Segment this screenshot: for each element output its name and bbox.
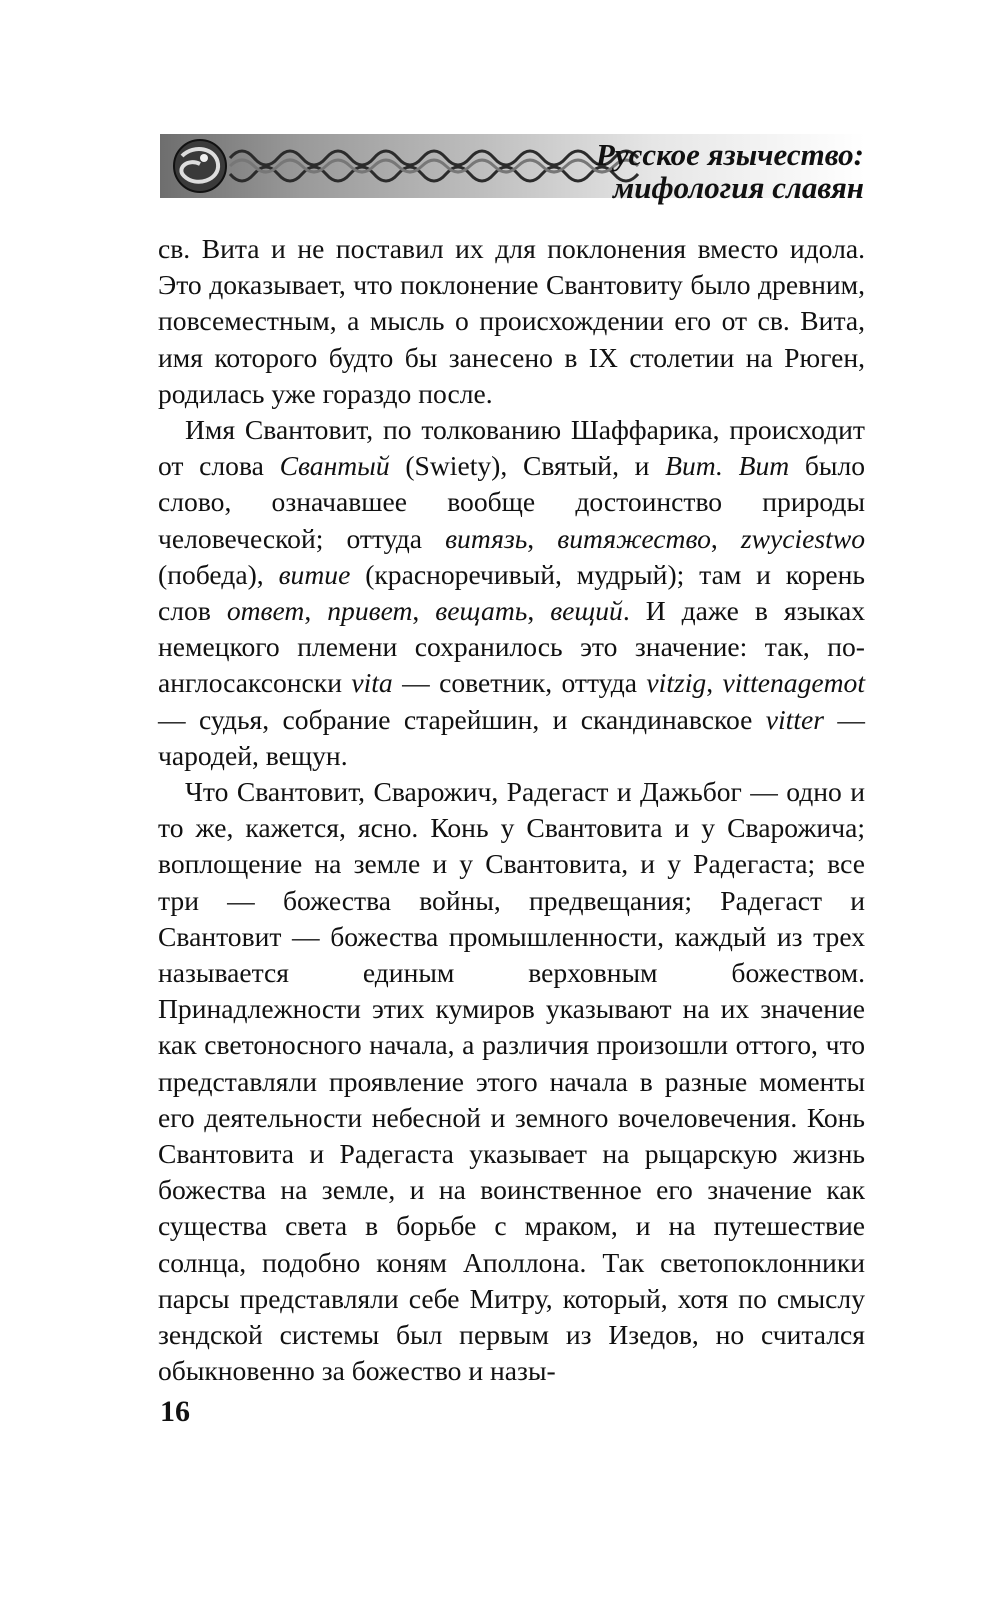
header-title-line-1: Русское язычество:	[595, 137, 864, 172]
body-text	[158, 231, 865, 1390]
header-title-line-2: мифология славян	[613, 170, 864, 205]
page-number: 16	[160, 1395, 190, 1428]
paragraph-2: Имя Свантовит, по толкованию Шаффарика, происходит от слова Свантый (Swiety), Святый, и Вит. Вит было слово, означавшее вообще достоинство природы человеческой; оттуда витязь, витяжество, zwyciestwo (победа), витие (красноречивый, мудрый); там и корень слов ответ, привет, вещать, вещий. И даже в языках немецкого племени сохранилось это значение: так, по-англосаксонски vita — советник, оттуда vitzig, vittenagemot — судья, собрание старейшин, и скандинавское vitter — чародей, вещун.	[158, 414, 866, 771]
running-header-title	[596, 138, 864, 204]
paragraph-1: св. Вита и не поставил их для поклонения вместо идола. Это доказывает, что поклонение Свантовиту было древним, повсеместным, а мысль о происхождении его от св. Вита, имя которого будто бы занесено в IX столетии на Рюген, родилась уже гораздо после.	[158, 233, 865, 409]
paragraph-3: Что Свантовит, Сварожич, Радегаст и Дажьбог — одно и то же, кажется, ясно. Конь у Свантовита и у Сварожича; воплощение на земле и у Свантовита, и у Радегаста; все три — божества войны, предвещания; Радегаст и Свантовит — божества промышленности, каждый из трех называется единым верховным божеством. Принадлежности этих кумиров указывают на их значение как светоносного начала, а различия произошли оттого, что представляли проявление этого начала в разные моменты его деятельности небесной и земного вочеловечения. Конь Свантовита и Радегаста указывает на рыцарскую жизнь божества на земле, и на воинственное его значение как существа света в борьбе с мраком, и на путешествие солнца, подобно коням Аполлона. Так светопоклонники парсы представляли себе Митру, который, хотя по смыслу зендской системы был первым из Изедов, но считался обыкновенно за божество и назы-	[158, 776, 865, 1387]
